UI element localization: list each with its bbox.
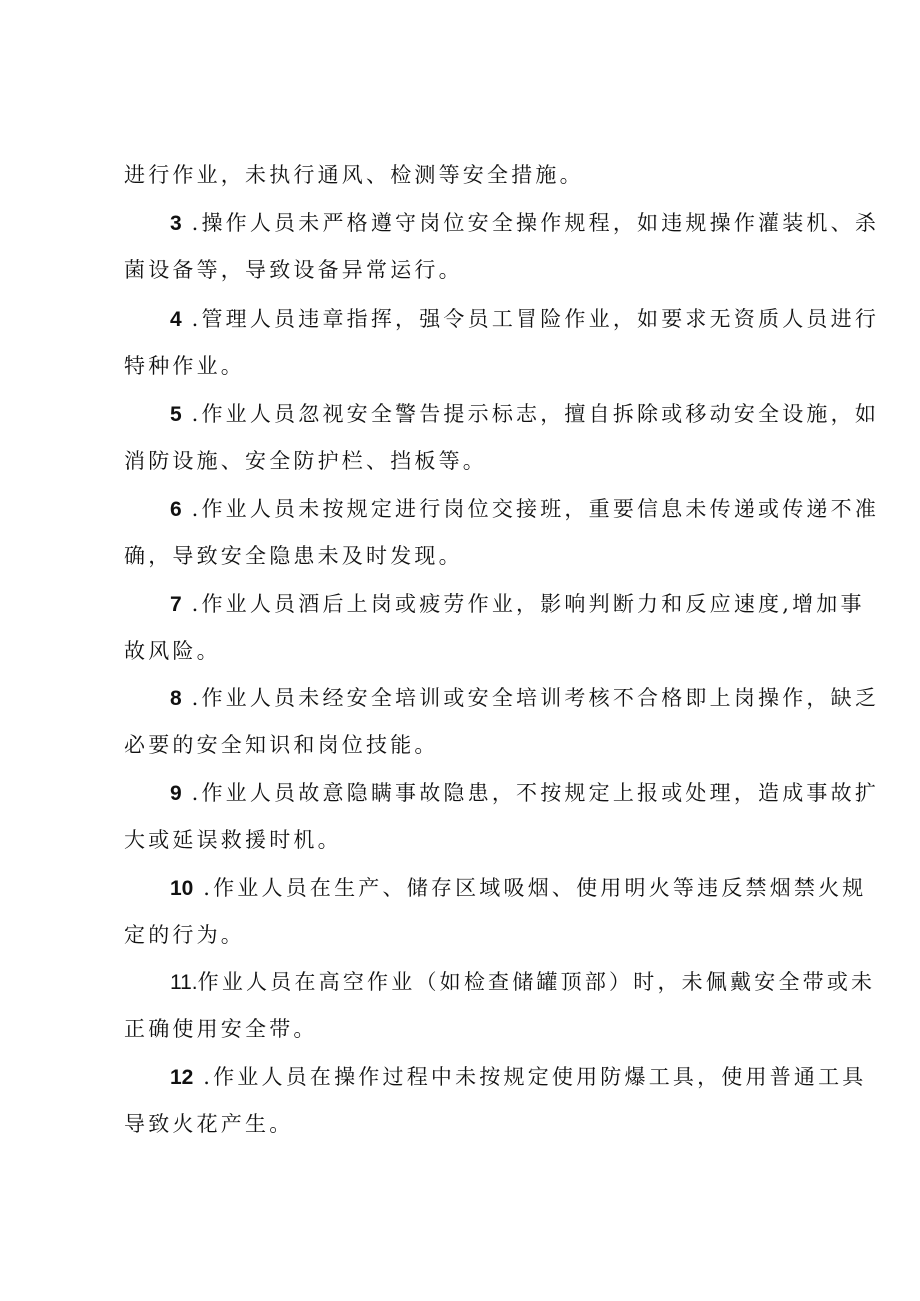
list-item-continuation <box>124 446 812 476</box>
item-number: 12 <box>170 1066 194 1089</box>
list-item <box>170 399 880 430</box>
list-item <box>170 873 867 904</box>
item-text: .作业人员酒后上岗或疲劳作业，影响判断力和反应速度,增加事 <box>181 592 865 616</box>
list-item-continuation <box>124 351 812 381</box>
item-number: 6 <box>170 498 182 521</box>
list-item <box>170 589 865 620</box>
list-item <box>170 494 880 525</box>
list-item-continuation <box>124 825 812 855</box>
list-item-continuation <box>124 730 812 760</box>
list-item-continuation <box>124 636 812 666</box>
list-item <box>170 208 880 239</box>
item-text: 作业人员在高空作业（如检查储罐顶部）时，未佩戴安全带或未 <box>197 970 876 994</box>
item-text: .作业人员在生产、储存区域吸烟、使用明火等违反禁烟禁火规 <box>193 876 867 900</box>
paragraph-text: 进行作业，未执行通风、检测等安全措施。 <box>124 163 584 187</box>
list-item-continuation <box>124 541 812 571</box>
list-item-continuation <box>124 920 812 950</box>
item-text: .管理人员违章指挥，强令员工冒险作业，如要求无资质人员进行 <box>181 307 880 331</box>
item-text: 消防设施、安全防护栏、挡板等。 <box>124 449 487 473</box>
item-text: 正确使用安全带。 <box>124 1017 318 1041</box>
item-text: 特种作业。 <box>124 354 245 378</box>
item-number: 8 <box>170 687 182 710</box>
item-text: .操作人员未严格遵守岗位安全操作规程，如违规操作灌装机、杀 <box>181 211 880 235</box>
item-text: .作业人员未按规定进行岗位交接班，重要信息未传递或传递不准 <box>181 497 880 521</box>
continuation-line <box>124 160 812 190</box>
item-number: 3 <box>170 212 182 235</box>
item-text: 必要的安全知识和岗位技能。 <box>124 733 439 757</box>
list-item <box>170 778 880 809</box>
list-item-continuation <box>124 255 812 285</box>
list-item <box>170 967 876 998</box>
item-text: 菌设备等，导致设备异常运行。 <box>124 258 463 282</box>
item-number: 4 <box>170 308 182 331</box>
item-text: 大或延误救援时机。 <box>124 828 342 852</box>
item-text: 导致火花产生。 <box>124 1112 294 1136</box>
item-number: 10 <box>170 877 194 900</box>
list-item-continuation <box>124 1014 812 1044</box>
item-text: .作业人员忽视安全警告提示标志，擅自拆除或移动安全设施，如 <box>181 402 880 426</box>
list-item <box>170 683 880 714</box>
item-text: 确，导致安全隐患未及时发现。 <box>124 544 463 568</box>
item-text: 定的行为。 <box>124 923 245 947</box>
list-item <box>170 1062 867 1093</box>
item-text: .作业人员未经安全培训或安全培训考核不合格即上岗操作，缺乏 <box>181 686 880 710</box>
item-text: 故风险。 <box>124 639 221 663</box>
item-text: .作业人员在操作过程中未按规定使用防爆工具，使用普通工具 <box>193 1065 867 1089</box>
item-number: 5 <box>170 403 182 426</box>
item-number: 11. <box>170 971 198 994</box>
list-item-continuation <box>124 1109 812 1139</box>
item-text: .作业人员故意隐瞒事故隐患，不按规定上报或处理，造成事故扩 <box>181 781 880 805</box>
item-number: 9 <box>170 782 182 805</box>
item-number: 7 <box>170 593 182 616</box>
list-item <box>170 304 880 335</box>
